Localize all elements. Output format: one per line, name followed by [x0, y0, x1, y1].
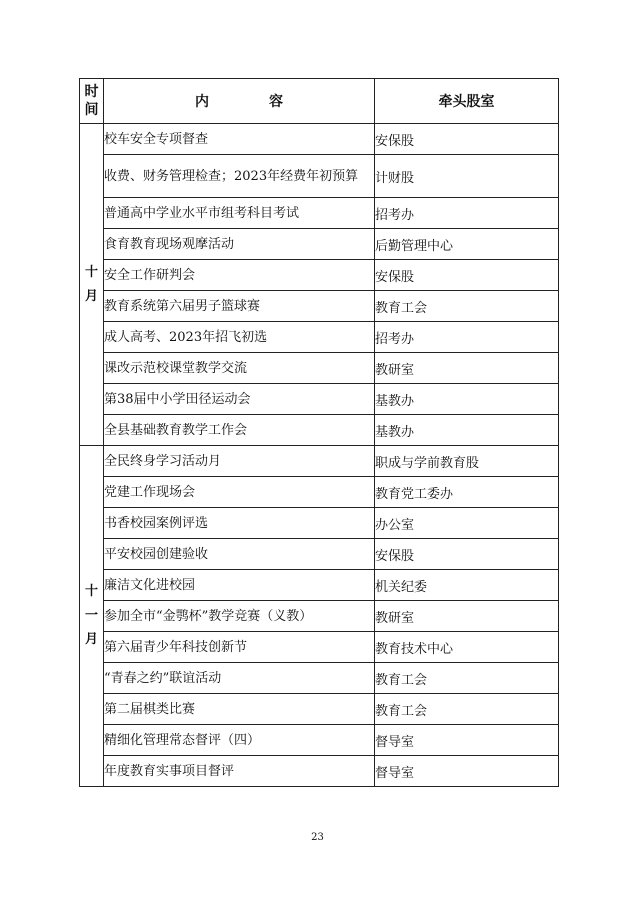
month-cell	[80, 124, 104, 446]
table-row	[80, 663, 559, 694]
dept-cell: 基教办	[375, 415, 559, 446]
dept-cell: 教育工会	[375, 291, 559, 322]
table-row	[80, 477, 559, 508]
dept-cell: 招考办	[375, 322, 559, 353]
content-cell: 平安校园创建验收	[104, 539, 375, 570]
dept-cell: 安保股	[375, 539, 559, 570]
content-cell: 收费、财务管理检查；2023年经费年初预算	[104, 155, 375, 198]
dept-cell: 计财股	[375, 155, 559, 198]
table-row	[80, 124, 559, 155]
dept-cell: 后勤管理中心	[375, 229, 559, 260]
dept-cell: 督导室	[375, 725, 559, 756]
table-body	[80, 124, 559, 787]
content-cell: 精细化管理常态督评（四）	[104, 725, 375, 756]
table-row	[80, 570, 559, 601]
dept-cell: 安保股	[375, 260, 559, 291]
dept-cell: 教研室	[375, 601, 559, 632]
content-cell: 教育系统第六届男子篮球赛	[104, 291, 375, 322]
dept-cell: 教育党工委办	[375, 477, 559, 508]
table-header-row	[80, 79, 559, 124]
table-row	[80, 508, 559, 539]
table-row	[80, 446, 559, 477]
content-cell: 年度教育实事项目督评	[104, 756, 375, 787]
dept-cell: 督导室	[375, 756, 559, 787]
content-cell: 成人高考、2023年招飞初选	[104, 322, 375, 353]
header-time	[80, 79, 104, 124]
month-cell	[80, 446, 104, 787]
dept-cell: 教育工会	[375, 694, 559, 725]
header-content-left: 内	[195, 94, 209, 110]
header-content-right: 容	[269, 94, 283, 110]
table-row	[80, 155, 559, 198]
table-row	[80, 694, 559, 725]
dept-cell: 基教办	[375, 384, 559, 415]
month-label: 十月	[84, 264, 98, 304]
content-cell: 第二届棋类比赛	[104, 694, 375, 725]
table-row	[80, 353, 559, 384]
content-cell: 党建工作现场会	[104, 477, 375, 508]
table-row	[80, 260, 559, 291]
table-row	[80, 756, 559, 787]
content-cell: 课改示范校课堂教学交流	[104, 353, 375, 384]
dept-cell: 教育技术中心	[375, 632, 559, 663]
content-cell: 食育教育现场观摩活动	[104, 229, 375, 260]
dept-cell: 招考办	[375, 198, 559, 229]
table-row	[80, 291, 559, 322]
content-cell: 全民终身学习活动月	[104, 446, 375, 477]
table-row	[80, 198, 559, 229]
dept-cell: 职成与学前教育股	[375, 446, 559, 477]
table-row	[80, 322, 559, 353]
dept-cell: 办公室	[375, 508, 559, 539]
header-dept: 牵头股室	[375, 79, 559, 124]
content-cell: 普通高中学业水平市组考科目考试	[104, 198, 375, 229]
schedule-table	[79, 78, 559, 787]
dept-cell: 教育工会	[375, 663, 559, 694]
dept-cell: 安保股	[375, 124, 559, 155]
month-label: 十一月	[84, 584, 98, 647]
table-row	[80, 601, 559, 632]
table-row	[80, 632, 559, 663]
table-row	[80, 229, 559, 260]
content-cell: 书香校园案例评选	[104, 508, 375, 539]
header-content	[104, 79, 375, 124]
table-row	[80, 725, 559, 756]
content-cell: 第六届青少年科技创新节	[104, 632, 375, 663]
content-cell: 参加全市“金鹗杯”教学竞赛（义教）	[104, 601, 375, 632]
page-number: 23	[311, 832, 324, 843]
content-cell: 安全工作研判会	[104, 260, 375, 291]
header-time-label: 时间	[84, 84, 99, 118]
table-row	[80, 539, 559, 570]
content-cell: 校车安全专项督查	[104, 124, 375, 155]
content-cell: 第38届中小学田径运动会	[104, 384, 375, 415]
dept-cell: 教研室	[375, 353, 559, 384]
dept-cell: 机关纪委	[375, 570, 559, 601]
table-row	[80, 415, 559, 446]
table-row	[80, 384, 559, 415]
content-cell: 廉洁文化进校园	[104, 570, 375, 601]
content-cell: “青春之约”联谊活动	[104, 663, 375, 694]
content-cell: 全县基础教育教学工作会	[104, 415, 375, 446]
